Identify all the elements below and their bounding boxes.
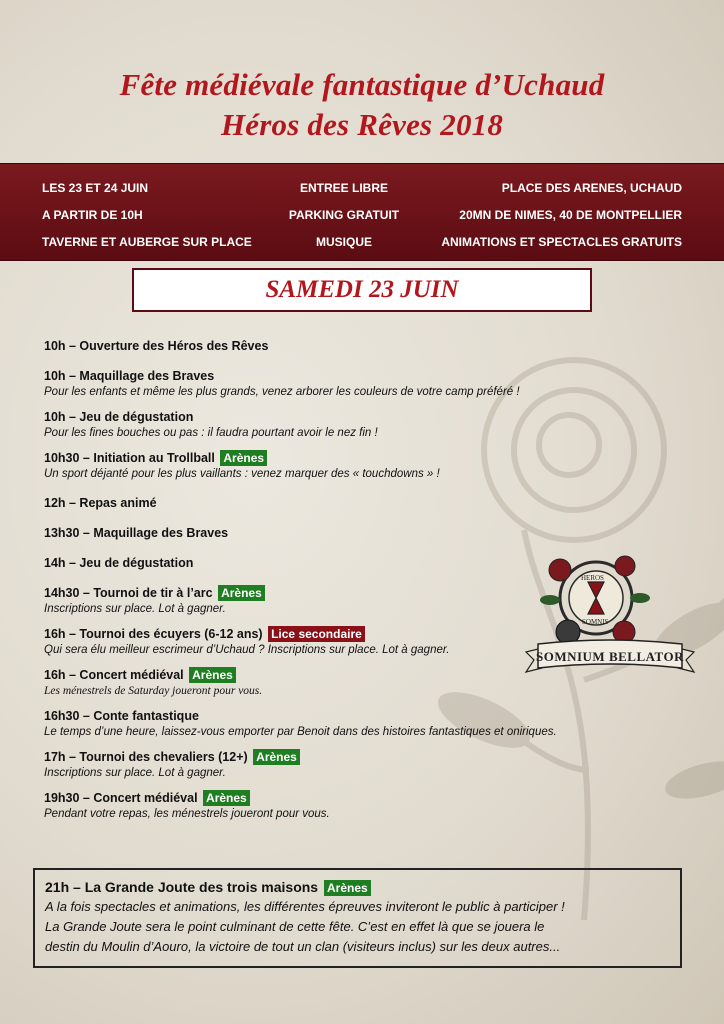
event-title-row <box>44 450 664 467</box>
final-event-desc-line: A la fois spectacles et animations, les différentes épreuves inviteront le public à participer ! <box>45 899 565 914</box>
final-event-title-row <box>45 878 670 896</box>
info-start-time: A PARTIR DE 10H <box>42 208 143 222</box>
final-event-title: 21h – La Grande Joute des trois maisons <box>45 879 319 895</box>
event-item <box>44 409 664 441</box>
rose-ornament-icon <box>540 556 650 644</box>
event-title: 10h – Maquillage des Braves <box>44 369 215 383</box>
location-badge: Arènes <box>253 749 300 765</box>
info-distance: 20MN DE NIMES, 40 DE MONTPELLIER <box>459 208 682 222</box>
event-description: Pendant votre repas, les ménestrels joueront pour vous. <box>44 808 330 820</box>
banner-text: SOMNIUM BELLATOR <box>535 649 685 664</box>
info-location: PLACE DES ARENES, UCHAUD <box>501 181 682 195</box>
event-item <box>44 495 664 512</box>
event-title: 12h – Repas animé <box>44 496 157 510</box>
event-title-row <box>44 790 664 807</box>
event-title: 14h30 – Tournoi de tir à l’arc <box>44 586 213 600</box>
event-description: Pour les enfants et même les plus grands, venez arborer les couleurs de votre camp préféré ! <box>44 386 520 398</box>
event-description: Qui sera élu meilleur escrimeur d’Uchaud ? Inscriptions sur place. Lot à gagner. <box>44 644 450 656</box>
event-title-row <box>44 749 664 766</box>
final-event-desc-line: La Grande Joute sera le point culminant de cette fête. C’est en effet là que se jouera le <box>45 919 545 934</box>
event-title: 10h30 – Initiation au Trollball <box>44 451 215 465</box>
location-badge: Lice secondaire <box>268 626 365 642</box>
ring-text-top: HEROS <box>581 574 604 582</box>
event-description: Inscriptions sur place. Lot à gagner. <box>44 603 226 615</box>
location-badge: Arènes <box>218 585 265 601</box>
event-description: Inscriptions sur place. Lot à gagner. <box>44 767 226 779</box>
event-item <box>44 338 664 355</box>
banner-ribbon <box>526 640 694 672</box>
info-music: MUSIQUE <box>315 235 372 249</box>
event-title: 17h – Tournoi des chevaliers (12+) <box>44 750 248 764</box>
info-band <box>0 163 724 261</box>
info-dates: LES 23 ET 24 JUIN <box>42 181 149 195</box>
event-description: Un sport déjanté pour les plus vaillants : venez marquer des « touchdowns » ! <box>44 468 440 480</box>
info-tavern: TAVERNE ET AUBERGE SUR PLACE <box>42 235 252 249</box>
event-description: Pour les fines bouches ou pas : il faudra pourtant avoir le nez fin ! <box>44 427 378 439</box>
event-item <box>44 749 664 781</box>
event-item <box>44 790 664 822</box>
info-parking: PARKING GRATUIT <box>288 208 400 222</box>
info-entry: ENTREE LIBRE <box>299 181 388 195</box>
ring-text-bottom: SOMNIS <box>582 618 609 626</box>
page-title: Fête médiévale fantastique d’Uchaud <box>119 67 605 102</box>
event-description: Le temps d’une heure, laissez-vous emporter par Benoit dans des histoires fantastiques et oniriques. <box>44 726 557 738</box>
event-title: 16h30 – Conte fantastique <box>44 709 199 723</box>
location-badge: Arènes <box>324 880 371 896</box>
event-title: 10h – Ouverture des Héros des Rêves <box>44 339 269 353</box>
final-event-desc-line: destin du Moulin d’Aouro, la victoire de tout un clan (visiteurs inclus) sur les deux autres... <box>45 939 561 954</box>
day-heading: SAMEDI 23 JUIN <box>265 276 459 303</box>
location-badge: Arènes <box>203 790 250 806</box>
event-description: Les ménestrels de Saturday joueront pour vous. <box>44 685 263 697</box>
day-heading-box <box>132 268 592 312</box>
event-title: 10h – Jeu de dégustation <box>44 410 194 424</box>
event-title: 16h – Concert médiéval <box>44 668 184 682</box>
somnium-bellator-emblem <box>520 540 700 700</box>
event-title: 14h – Jeu de dégustation <box>44 556 194 570</box>
event-title: 16h – Tournoi des écuyers (6-12 ans) <box>44 627 263 641</box>
event-title: 13h30 – Maquillage des Braves <box>44 526 229 540</box>
event-title: 19h30 – Concert médiéval <box>44 791 198 805</box>
location-badge: Arènes <box>220 450 267 466</box>
final-event-box <box>33 868 682 968</box>
location-badge: Arènes <box>189 667 236 683</box>
info-animations: ANIMATIONS ET SPECTACLES GRATUITS <box>441 235 682 249</box>
page-subtitle: Héros des Rêves 2018 <box>220 107 504 142</box>
event-item <box>44 450 664 482</box>
event-item <box>44 708 664 740</box>
event-item <box>44 368 664 400</box>
